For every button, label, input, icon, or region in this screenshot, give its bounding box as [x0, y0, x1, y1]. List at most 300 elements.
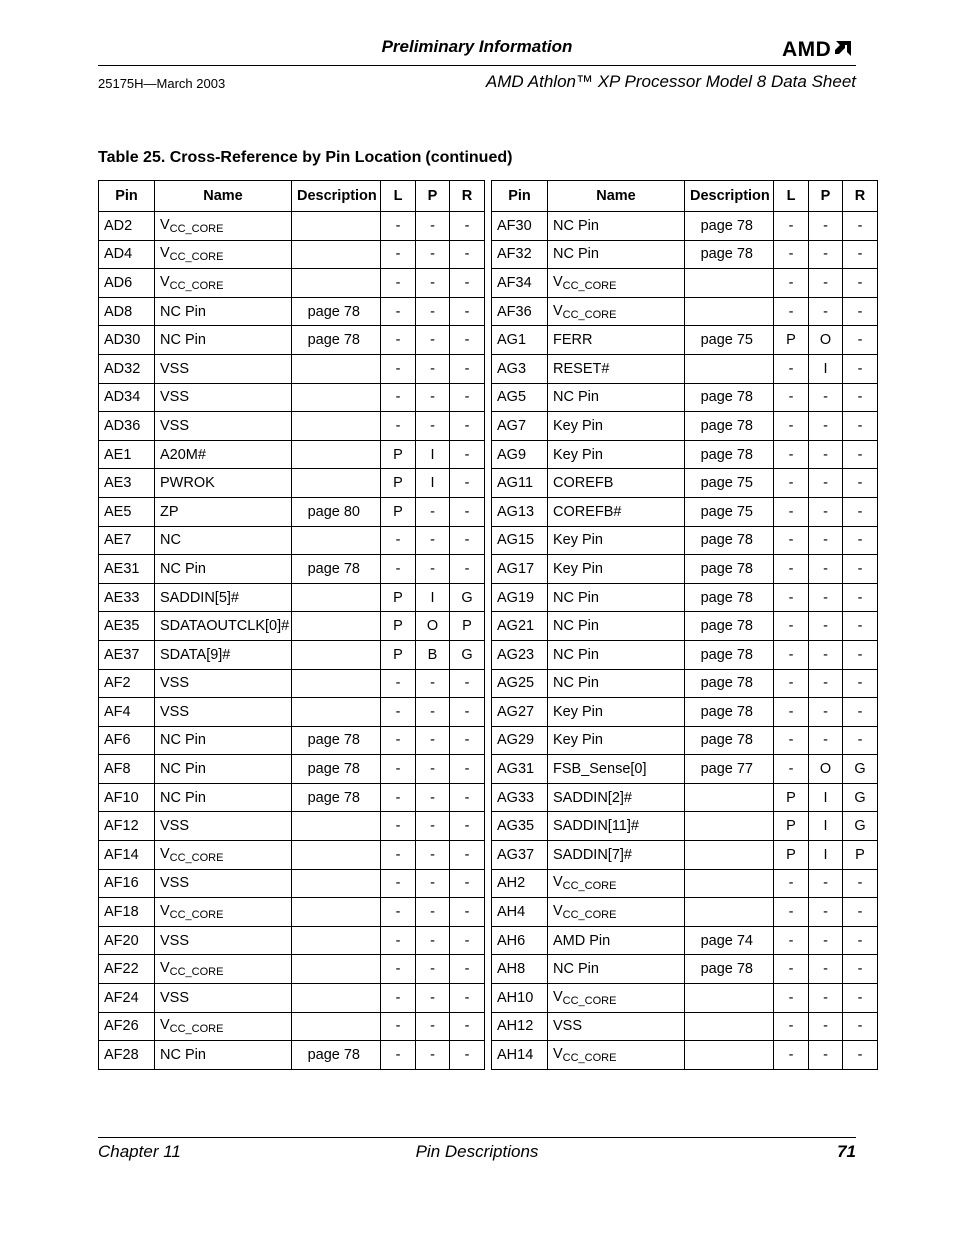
cell-p: - [416, 240, 450, 269]
cell-name [155, 497, 292, 526]
cell-pin: AF10 [99, 783, 155, 812]
table-row [99, 440, 485, 469]
signal-name: VSS [553, 1018, 583, 1035]
cell-description [292, 898, 381, 927]
cell-pin: AF32 [492, 240, 548, 269]
cell-r: - [843, 354, 878, 383]
cell-name [155, 526, 292, 555]
cell-r: G [843, 812, 878, 841]
cell-pin: AG15 [492, 526, 548, 555]
cell-r: - [450, 898, 485, 927]
cell-l: P [381, 497, 416, 526]
signal-name: V [160, 845, 170, 862]
table-row [99, 640, 485, 669]
table-row [492, 869, 878, 898]
cell-name [155, 955, 292, 984]
signal-name: NC Pin [160, 303, 206, 320]
cell-r: - [450, 698, 485, 727]
cell-p: I [416, 469, 450, 498]
cell-pin: AF20 [99, 926, 155, 955]
table-row [492, 898, 878, 927]
cell-description [292, 383, 381, 412]
table-row [99, 783, 485, 812]
signal-name: V [553, 1046, 563, 1063]
signal-name: FSB_Sense[0] [553, 761, 647, 778]
cell-name [155, 326, 292, 355]
cell-r: - [843, 440, 878, 469]
signal-subscript: CC_CORE [562, 279, 617, 292]
cell-description: page 78 [292, 726, 381, 755]
table-row [492, 440, 878, 469]
table-row [99, 698, 485, 727]
cell-r: - [450, 469, 485, 498]
signal-name: V [553, 988, 563, 1005]
cell-pin: AF24 [99, 984, 155, 1013]
cell-pin: AH14 [492, 1041, 548, 1070]
cell-p: - [809, 955, 843, 984]
cell-r: - [450, 726, 485, 755]
signal-subscript: CC_CORE [169, 279, 224, 292]
cell-name [548, 1041, 685, 1070]
cell-p: - [809, 612, 843, 641]
cell-name [548, 497, 685, 526]
amd-logo-text: AMD [782, 38, 832, 61]
cell-p: - [809, 1012, 843, 1041]
table-row [492, 640, 878, 669]
cell-name [548, 297, 685, 326]
table-row [99, 583, 485, 612]
signal-name: Key Pin [553, 703, 603, 720]
signal-name: ZP [160, 503, 179, 520]
table-row [492, 841, 878, 870]
signal-name: VSS [160, 360, 190, 377]
cell-pin: AG35 [492, 812, 548, 841]
cell-pin: AG13 [492, 497, 548, 526]
signal-name: VSS [160, 703, 190, 720]
cell-r: - [843, 955, 878, 984]
signal-name: NC Pin [553, 589, 599, 606]
cell-l: P [774, 783, 809, 812]
cell-l: - [774, 640, 809, 669]
cell-description [292, 869, 381, 898]
cell-pin: AE1 [99, 440, 155, 469]
cell-description: page 78 [685, 583, 774, 612]
signal-name: PWROK [160, 475, 215, 492]
cell-name [155, 869, 292, 898]
cell-p: - [416, 326, 450, 355]
cell-p: - [809, 869, 843, 898]
cell-l: - [381, 812, 416, 841]
cell-name [155, 612, 292, 641]
cell-p: - [416, 926, 450, 955]
cell-name [548, 640, 685, 669]
signal-name: V [160, 273, 170, 290]
cell-l: - [381, 726, 416, 755]
cell-name [548, 783, 685, 812]
cell-p: - [416, 869, 450, 898]
cell-name [548, 240, 685, 269]
cell-pin: AG21 [492, 612, 548, 641]
signal-name: NC [160, 532, 181, 549]
cell-pin: AG19 [492, 583, 548, 612]
cell-name [548, 726, 685, 755]
signal-name: V [553, 273, 563, 290]
col-header-r: R [450, 181, 485, 212]
cell-p: - [809, 412, 843, 441]
cell-pin: AF36 [492, 297, 548, 326]
cell-description [685, 269, 774, 298]
cell-r: - [843, 212, 878, 241]
cell-pin: AG11 [492, 469, 548, 498]
cell-r: - [843, 612, 878, 641]
cell-name [155, 898, 292, 927]
cell-name [155, 640, 292, 669]
cell-description [685, 297, 774, 326]
cell-l: - [381, 1012, 416, 1041]
cell-description [292, 583, 381, 612]
cell-l: - [774, 412, 809, 441]
cell-p: I [809, 841, 843, 870]
col-header-description: Description [685, 181, 774, 212]
table-row [99, 812, 485, 841]
cell-r: - [450, 1012, 485, 1041]
cell-description [292, 612, 381, 641]
signal-name: V [160, 1017, 170, 1034]
cell-pin: AH12 [492, 1012, 548, 1041]
cell-description [292, 354, 381, 383]
cell-description [292, 955, 381, 984]
signal-subscript: CC_CORE [169, 1023, 224, 1036]
signal-subscript: CC_CORE [562, 1052, 617, 1065]
signal-subscript: CC_CORE [562, 909, 617, 922]
cell-r: - [450, 1041, 485, 1070]
cell-pin: AH6 [492, 926, 548, 955]
cell-description [292, 669, 381, 698]
cell-pin: AG9 [492, 440, 548, 469]
signal-name: VSS [160, 989, 190, 1006]
cell-l: - [774, 497, 809, 526]
col-header-p: P [809, 181, 843, 212]
signal-name: VSS [160, 932, 190, 949]
table-row [492, 669, 878, 698]
cell-pin: AG23 [492, 640, 548, 669]
table-row [99, 326, 485, 355]
cell-name [548, 698, 685, 727]
table-caption-continued: (continued) [425, 149, 513, 166]
pin-table-left [98, 180, 485, 1070]
table-row [99, 755, 485, 784]
cell-l: - [774, 469, 809, 498]
cell-p: - [416, 726, 450, 755]
table-row [492, 497, 878, 526]
cell-pin: AG17 [492, 555, 548, 584]
cell-l: - [381, 555, 416, 584]
signal-name: VSS [160, 818, 190, 835]
cell-description [685, 1012, 774, 1041]
cell-name [548, 898, 685, 927]
cell-p: - [416, 354, 450, 383]
cell-r: - [843, 497, 878, 526]
cell-l: - [774, 440, 809, 469]
cell-description: page 78 [292, 326, 381, 355]
cell-r: - [843, 869, 878, 898]
cell-description [685, 841, 774, 870]
cell-description: page 78 [685, 526, 774, 555]
table-row [492, 612, 878, 641]
cell-p: I [809, 812, 843, 841]
signal-subscript: CC_CORE [562, 308, 617, 321]
col-header-name: Name [548, 181, 685, 212]
cell-name [548, 354, 685, 383]
amd-logo [782, 38, 851, 62]
cell-l: - [774, 955, 809, 984]
cell-r: - [450, 869, 485, 898]
cell-pin: AF14 [99, 841, 155, 870]
cell-name [548, 812, 685, 841]
table-row [492, 326, 878, 355]
cell-r: - [843, 383, 878, 412]
cell-description: page 78 [685, 440, 774, 469]
cell-name [548, 955, 685, 984]
cell-p: - [809, 726, 843, 755]
table-row [99, 612, 485, 641]
table-row [492, 469, 878, 498]
cell-pin: AE33 [99, 583, 155, 612]
cell-description: page 78 [685, 612, 774, 641]
cell-p: O [809, 755, 843, 784]
col-header-pin: Pin [492, 181, 548, 212]
cell-r: - [450, 841, 485, 870]
signal-name: Key Pin [553, 560, 603, 577]
cell-l: - [774, 212, 809, 241]
table-row [492, 1012, 878, 1041]
table-row [99, 984, 485, 1013]
cell-p: - [809, 898, 843, 927]
cell-description [685, 354, 774, 383]
cell-l: - [774, 869, 809, 898]
cell-pin: AF16 [99, 869, 155, 898]
cell-description: page 78 [685, 726, 774, 755]
cell-p: - [416, 1041, 450, 1070]
cell-r: - [450, 955, 485, 984]
footer-page-number: 71 [837, 1142, 856, 1161]
cell-pin: AD8 [99, 297, 155, 326]
cell-description [685, 783, 774, 812]
cell-l: - [774, 583, 809, 612]
cell-r: - [843, 526, 878, 555]
signal-subscript: CC_CORE [169, 251, 224, 264]
amd-arrow-icon [833, 41, 851, 59]
cell-p: I [416, 583, 450, 612]
cell-p: O [416, 612, 450, 641]
cell-l: - [774, 1012, 809, 1041]
cell-r: - [843, 698, 878, 727]
table-row [492, 526, 878, 555]
cell-pin: AG25 [492, 669, 548, 698]
cell-r: - [450, 755, 485, 784]
signal-name: NC Pin [160, 1047, 206, 1064]
signal-name: NC Pin [553, 389, 599, 406]
cell-name [155, 1012, 292, 1041]
table-row [492, 755, 878, 784]
signal-name: VSS [160, 875, 190, 892]
signal-name: NC Pin [160, 332, 206, 349]
cell-name [155, 412, 292, 441]
cell-r: - [450, 497, 485, 526]
cell-pin: AF8 [99, 755, 155, 784]
cell-description [685, 984, 774, 1013]
signal-name: V [160, 903, 170, 920]
cell-name [155, 984, 292, 1013]
cell-p: - [809, 497, 843, 526]
table-row [99, 297, 485, 326]
cell-description: page 80 [292, 497, 381, 526]
signal-name: FERR [553, 332, 593, 349]
cell-r: - [450, 269, 485, 298]
cell-name [155, 383, 292, 412]
cell-name [548, 612, 685, 641]
doc-title: AMD Athlon™ XP Processor Model 8 Data Sheet [485, 72, 856, 91]
cell-r: - [450, 984, 485, 1013]
signal-name: SADDIN[11]# [553, 818, 639, 835]
table-row [492, 412, 878, 441]
doc-number: 25175H—March 2003 [98, 76, 226, 91]
table-row [492, 383, 878, 412]
footer-chapter: Chapter 11 [98, 1142, 181, 1161]
cell-p: - [809, 1041, 843, 1070]
cell-l: P [381, 640, 416, 669]
cell-p: - [416, 898, 450, 927]
cell-l: - [381, 354, 416, 383]
cell-pin: AE35 [99, 612, 155, 641]
cell-description: page 78 [685, 212, 774, 241]
table-row [492, 783, 878, 812]
signal-subscript: CC_CORE [169, 966, 224, 979]
cell-description: page 75 [685, 326, 774, 355]
cell-p: - [416, 555, 450, 584]
cell-p: O [809, 326, 843, 355]
cell-l: - [774, 526, 809, 555]
cell-name [155, 755, 292, 784]
signal-name: Key Pin [553, 446, 603, 463]
signal-name: COREFB [553, 475, 614, 492]
cell-l: P [774, 326, 809, 355]
table-row [492, 297, 878, 326]
cell-description [292, 469, 381, 498]
cell-description [685, 812, 774, 841]
cell-pin: AG3 [492, 354, 548, 383]
cell-pin: AG37 [492, 841, 548, 870]
cell-p: - [809, 698, 843, 727]
cell-r: - [843, 297, 878, 326]
signal-name: COREFB# [553, 503, 622, 520]
cell-pin: AG33 [492, 783, 548, 812]
cell-name [155, 698, 292, 727]
cell-description: page 74 [685, 926, 774, 955]
cell-l: - [774, 612, 809, 641]
table-row [99, 841, 485, 870]
cell-l: - [381, 898, 416, 927]
signal-name: VSS [160, 675, 190, 692]
cell-p: - [416, 412, 450, 441]
signal-name: NC Pin [160, 761, 206, 778]
cell-r: - [450, 326, 485, 355]
cell-r: - [843, 640, 878, 669]
cell-p: I [809, 354, 843, 383]
cell-l: - [381, 669, 416, 698]
table-row [99, 955, 485, 984]
cell-p: - [809, 526, 843, 555]
table-row [99, 726, 485, 755]
pin-table-right [491, 180, 878, 1070]
signal-name: VSS [160, 389, 190, 406]
col-header-r: R [843, 181, 878, 212]
footer-section: Pin Descriptions [415, 1142, 539, 1161]
cell-name [548, 1012, 685, 1041]
cell-description [292, 812, 381, 841]
cell-name [155, 297, 292, 326]
cell-pin: AF2 [99, 669, 155, 698]
cell-pin: AF12 [99, 812, 155, 841]
signal-name: NC Pin [160, 789, 206, 806]
footer-rule [98, 1137, 856, 1138]
cell-r: - [843, 469, 878, 498]
signal-name: SADDIN[2]# [553, 789, 632, 806]
cell-r: G [843, 783, 878, 812]
cell-pin: AE37 [99, 640, 155, 669]
signal-name: NC Pin [553, 646, 599, 663]
cell-p: - [809, 555, 843, 584]
cell-l: - [774, 984, 809, 1013]
cell-description: page 75 [685, 469, 774, 498]
cell-r: - [450, 812, 485, 841]
table-row [99, 354, 485, 383]
signal-name: SDATAOUTCLK[0]# [160, 618, 290, 635]
cell-r: - [450, 383, 485, 412]
cell-pin: AG27 [492, 698, 548, 727]
cell-p: - [416, 812, 450, 841]
cell-r: - [843, 269, 878, 298]
table-row [99, 869, 485, 898]
cell-r: - [843, 1041, 878, 1070]
cell-name [155, 555, 292, 584]
cell-r: - [843, 555, 878, 584]
cell-name [155, 469, 292, 498]
cell-description: page 78 [685, 383, 774, 412]
cell-pin: AF26 [99, 1012, 155, 1041]
cell-r: - [450, 526, 485, 555]
cell-p: - [809, 269, 843, 298]
cell-p: B [416, 640, 450, 669]
signal-name: NC Pin [160, 732, 206, 749]
cell-name [548, 326, 685, 355]
cell-p: - [809, 926, 843, 955]
cell-pin: AD30 [99, 326, 155, 355]
cell-p: - [809, 640, 843, 669]
table-row [492, 212, 878, 241]
cell-pin: AD6 [99, 269, 155, 298]
cell-l: - [381, 383, 416, 412]
signal-name: NC Pin [553, 675, 599, 692]
cell-l: - [381, 297, 416, 326]
cell-name [548, 555, 685, 584]
cell-name [155, 812, 292, 841]
cell-r: - [450, 669, 485, 698]
cell-pin: AF34 [492, 269, 548, 298]
cell-description [685, 1041, 774, 1070]
cell-pin: AF18 [99, 898, 155, 927]
cell-l: - [774, 1041, 809, 1070]
